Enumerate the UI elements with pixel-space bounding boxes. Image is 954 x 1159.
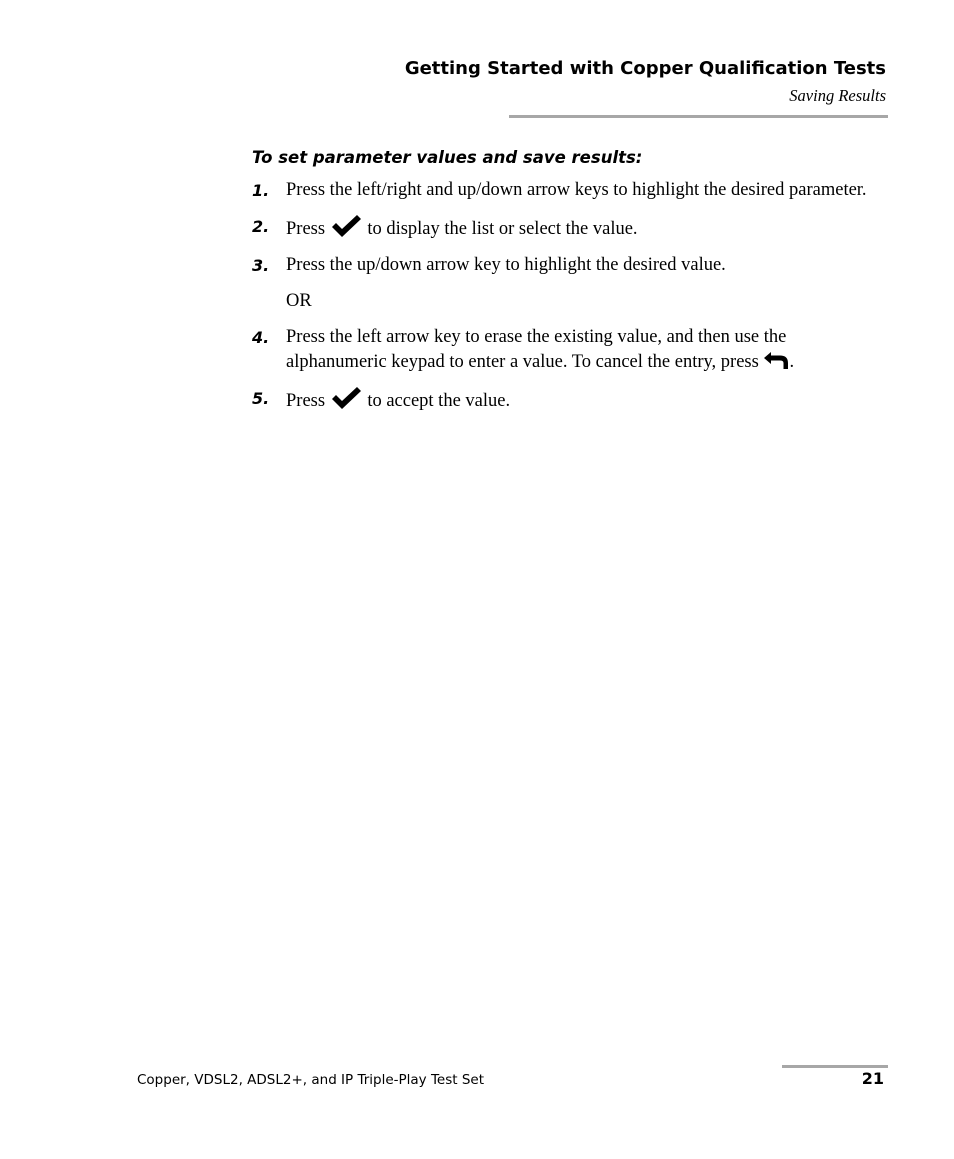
step-number: 2.: [252, 217, 270, 236]
procedure-title: To set parameter values and save results:: [252, 148, 643, 167]
footer-product-name: Copper, VDSL2, ADSL2+, and IP Triple-Play Test Set: [137, 1072, 485, 1088]
checkmark-icon: [330, 386, 363, 410]
header-rule: [509, 115, 888, 118]
step-text-before: Press: [286, 219, 330, 239]
step-text: Press the up/down arrow key to highlight the desired value.: [286, 255, 726, 275]
step-4: [252, 325, 872, 375]
chapter-title: Getting Started with Copper Qualification Tests: [404, 58, 886, 79]
step-number: 3.: [252, 256, 270, 275]
step-text-before: Press the left arrow key to erase the existing value, and then use the alphanumeric keypad to enter a value. To cancel the entry, press: [286, 327, 787, 372]
procedure-steps: [252, 178, 872, 425]
step-text-after: to display the list or select the value.: [362, 219, 638, 239]
running-header: [405, 57, 886, 107]
step-2: [252, 214, 872, 242]
step-text-after: .: [789, 352, 795, 372]
step-3: [252, 253, 872, 278]
step-text-before: Press: [286, 391, 330, 411]
step-number: 5.: [252, 389, 270, 408]
step-number: 4.: [252, 328, 270, 347]
or-separator: OR: [286, 291, 312, 311]
back-arrow-icon: [763, 351, 789, 371]
step-text: Press the left/right and up/down arrow keys to highlight the desired parameter.: [286, 180, 867, 200]
step-5: [252, 386, 872, 414]
page-number: 21: [861, 1069, 884, 1088]
step-text-after: to accept the value.: [362, 391, 511, 411]
checkmark-icon: [330, 214, 363, 238]
step-1: [252, 178, 872, 203]
step-number: 1.: [252, 181, 270, 200]
section-title: Saving Results: [789, 86, 886, 105]
footer-rule: [782, 1065, 888, 1068]
